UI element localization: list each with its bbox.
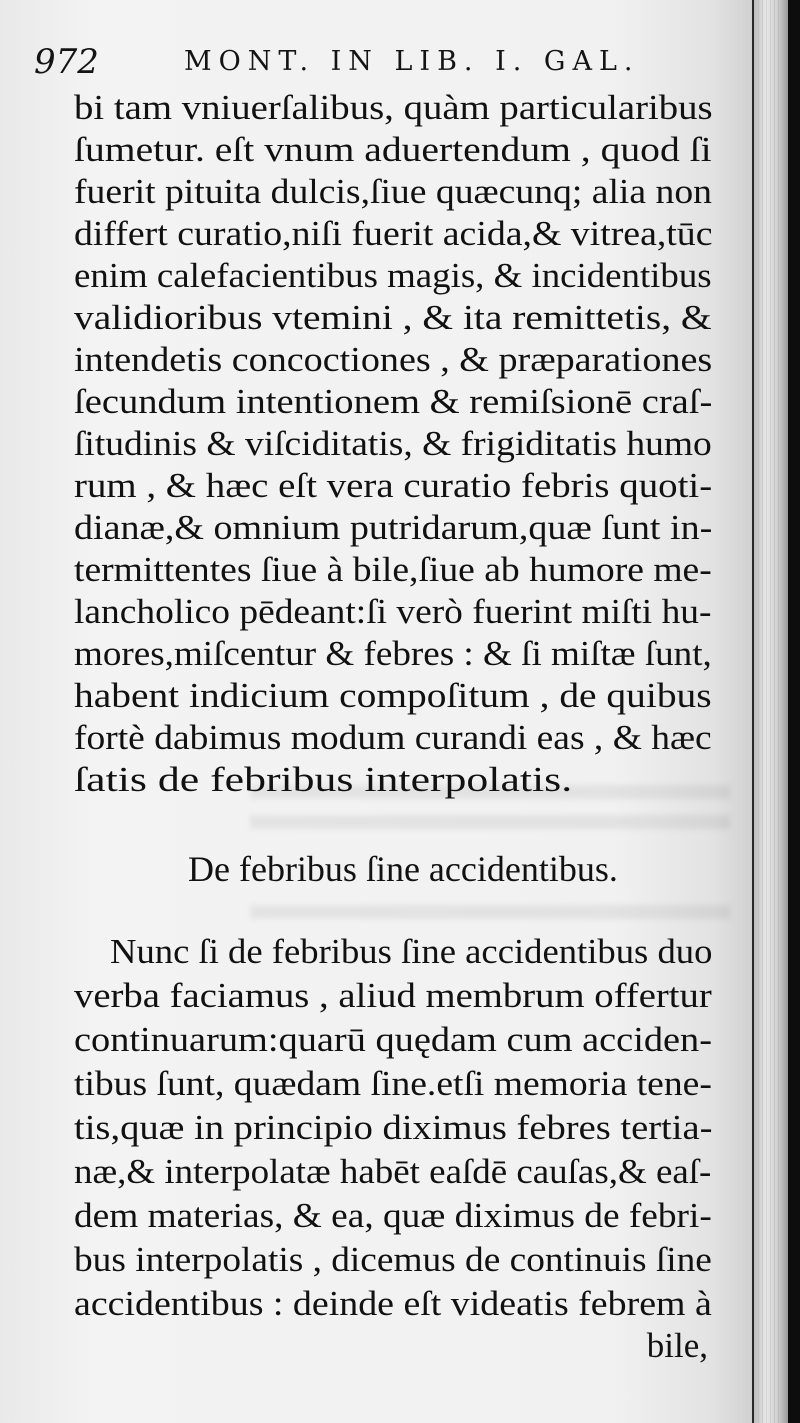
text-line: tibus ſunt, quædam ſine.etſi memoria tene-: [74, 1064, 712, 1103]
text-line: lancholico pēdeant:ſi verò fuerint miſti hu-: [74, 592, 712, 631]
show-through-smudge: [250, 815, 730, 829]
fore-edge-texture: [758, 0, 782, 1423]
text-line: continuarum:quarū quędam cum acciden-: [74, 1020, 713, 1059]
section-heading: De febribus ſine accidentibus.: [188, 849, 618, 889]
catchword: bile,: [646, 1326, 708, 1365]
text-line: enim calefacientibus magis, & incidentibus: [74, 256, 712, 295]
text-line: ſecundum intentionem & remiſsionē craſ-: [74, 382, 713, 421]
running-head: MONT. IN LIB. I. GAL.: [184, 46, 640, 77]
text-line: ſitudinis & viſciditatis, & frigiditatis humo: [74, 424, 712, 463]
text-line: tis,quæ in principio diximus febres tertia-: [74, 1108, 713, 1147]
page-number: 972: [34, 42, 99, 82]
text-line: validioribus vtemini , & ita remittetis, &: [74, 298, 712, 337]
text-line: Nunc ſi de febribus ſine accidentibus duo: [110, 932, 713, 971]
text-line: intendetis concoctiones , & præparationes: [74, 340, 713, 379]
text-line: fuerit pituita dulcis,ſiue quæcunq; alia non: [74, 172, 713, 211]
text-line: mores,miſcentur & febres : & ſi miſtæ ſunt,: [74, 634, 712, 673]
text-line: næ,& interpolatæ habēt eaſdē cauſas,& eaſ-: [74, 1152, 712, 1191]
text-line: bi tam vniuerſalibus, quàm particularibus: [74, 88, 713, 127]
text-line: fortè dabimus modum curandi eas , & hæc: [74, 718, 712, 757]
page-header: [34, 40, 654, 84]
text-line: dem materias, & ea, quæ diximus de febri-: [74, 1196, 712, 1235]
text-line: bus interpolatis , dicemus de continuis ſine: [74, 1240, 712, 1279]
text-line: dianæ,& omnium putridarum,quæ ſunt in-: [74, 508, 713, 547]
text-line: rum , & hæc eſt vera curatio febris quoti-: [74, 466, 713, 505]
text-line: habent indicium compoſitum , de quibus: [74, 676, 712, 715]
text-line: ſatis de febribus interpolatis.: [74, 760, 573, 799]
text-line: ſumetur. eſt vnum aduertendum , quod ſi: [74, 130, 712, 169]
text-line: termittentes ſiue à bile,ſiue ab humore me-: [74, 550, 712, 589]
text-line: differt curatio,niſi fuerit acida,& vitrea,tūc: [74, 214, 713, 253]
text-line: accidentibus : deinde eſt videatis febrem à: [74, 1284, 712, 1323]
text-line: verba faciamus , aliud membrum offertur: [74, 976, 712, 1015]
show-through-smudge: [250, 905, 730, 919]
